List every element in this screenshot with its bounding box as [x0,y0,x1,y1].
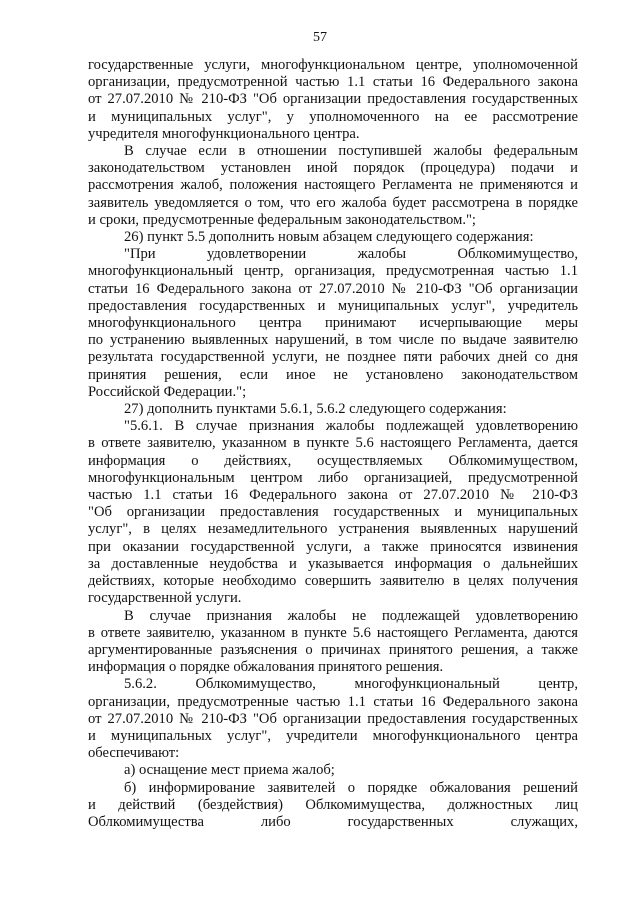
text-line: принятия решения, если иное не установлено законодательством [88,366,578,383]
text-line: многофункционального центра принимают исчерпывающие меры [88,315,578,332]
text-line: действиях, которые необходимо совершить заявителю в целях получения [88,573,578,590]
text-line: В случае если в отношении поступившей жалобы федеральным [124,143,578,160]
text-line: результата государственной услуги, не позднее пяти рабочих дней со дня [88,349,578,366]
text-line: организации, предусмотренной частью 1.1 статьи 16 Федерального закона [88,74,578,91]
text-line: и сроки, предусмотренные федеральным законодательством."; [88,211,476,228]
text-line: многофункциональным центром либо организацией, предусмотренной [88,469,578,486]
text-line: "5.6.1. В случае признания жалобы подлежащей удовлетворению [124,418,578,435]
text-line: 26) пункт 5.5 дополнить новым абзацем следующего содержания: [124,229,534,246]
text-line: многофункциональный центр, организация, предусмотренная частью 1.1 [88,263,578,280]
text-line: в ответе заявителю, указанном в пункте 5.6 настоящего Регламента, даются [88,624,578,641]
text-line: Российской Федерации."; [88,383,247,400]
text-line: статьи 16 Федерального закона от 27.07.2010 № 210-ФЗ "Об организации [88,280,578,297]
text-line: 5.6.2. Облкомимущество, многофункциональный центр, [124,676,578,693]
document-body [88,57,578,831]
text-line: и муниципальных услуг", у уполномоченного на ее рассмотрение [88,108,578,125]
text-line: при оказании государственной услуги, а также приносятся извинения [88,538,578,555]
text-line: информация о порядке обжалования принятого решения. [88,659,444,676]
text-line: от 27.07.2010 № 210-ФЗ "Об организации предоставления государственных [88,710,578,727]
text-line: Облкомимущества либо государственных служащих, [88,813,578,830]
text-line: информация о действиях, осуществляемых Облкомимуществом, [88,452,578,469]
text-line: рассмотрения жалоб, положения настоящего Регламента не применяются и [88,177,578,194]
text-line: "Об организации предоставления государственных и муниципальных [88,504,578,521]
text-line: частью 1.1 статьи 16 Федерального закона от 27.07.2010 № 210-ФЗ [88,487,578,504]
text-line: государственные услуги, многофункциональном центре, уполномоченной [88,57,578,73]
text-line: по устранению выявленных нарушений, в том числе по выдаче заявителю [88,332,578,349]
text-line: "При удовлетворении жалобы Облкомимущество, [124,246,578,263]
text-line: за доставленные неудобства и указывается информация о дальнейших [88,555,578,572]
text-line: законодательством установлен иной порядок (процедура) подачи и [88,160,578,177]
text-line: В случае признания жалобы не подлежащей удовлетворению [124,607,578,624]
text-line: услуг", в целях незамедлительного устранения выявленных нарушений [88,521,578,538]
text-line: учредителя многофункционального центра. [88,125,360,142]
text-line: обеспечивают: [88,745,180,762]
text-line: 27) дополнить пунктами 5.6.1, 5.6.2 следующего содержания: [124,401,507,418]
text-line: организации, предусмотренные частью 1.1 статьи 16 Федерального закона [88,693,578,710]
text-line: и действий (бездействия) Облкомимущества, должностных лиц [88,796,578,813]
text-line: заявитель уведомляется о том, что его жалоба будет рассмотрена в порядке [88,194,578,211]
text-line: б) информирование заявителей о порядке обжалования решений [124,779,578,796]
text-line: предоставления государственных и муниципальных услуг", учредитель [88,297,578,314]
text-line: от 27.07.2010 № 210-ФЗ "Об организации предоставления государственных [88,91,578,108]
text-line: а) оснащение мест приема жалоб; [124,762,335,779]
text-line: и муниципальных услуг", учредители многофункционального центра [88,727,578,744]
text-line: аргументированные разъяснения о причинах принятого решения, а также [88,641,578,658]
text-line: в ответе заявителю, указанном в пункте 5.6 настоящего Регламента, дается [88,435,578,452]
page-number: 57 [313,30,327,45]
text-line: государственной услуги. [88,590,242,607]
